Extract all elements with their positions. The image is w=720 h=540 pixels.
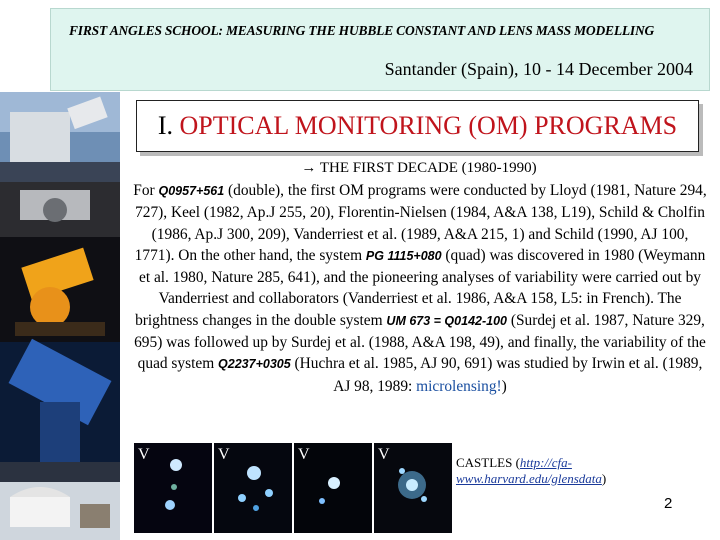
conference-title: FIRST ANGLES SCHOOL: MEASURING THE HUBBLE CONSTANT AND LENS MASS MODELLING (69, 23, 655, 38)
microlensing-highlight: microlensing! (416, 377, 502, 395)
castles-prefix: CASTLES ( (456, 455, 520, 470)
observatory-dome-photo (0, 92, 120, 182)
slide-title-box (136, 100, 699, 152)
telescope-mount-photo (0, 182, 120, 237)
slide-title (137, 111, 698, 141)
castles-link[interactable]: http://cfa-www.harvard.edu/glensdata (456, 455, 602, 486)
location-date: Santander (Spain), 10 - 14 December 2004 (384, 59, 693, 79)
page-number: 2 (664, 495, 673, 512)
lens-object-name: PG 1115+080 (365, 248, 442, 263)
lens-image-panel (294, 443, 372, 533)
title-number: I. (157, 111, 173, 140)
blue-telescope-photo (0, 339, 120, 482)
lens-label: V (378, 446, 390, 463)
lens-image-panel (374, 443, 452, 533)
lens-object-name: Q2237+0305 (218, 357, 291, 372)
lens-object-name: Q0957+561 (158, 184, 225, 198)
lens-label: V (218, 446, 230, 463)
paragraph-text: For (133, 182, 159, 199)
yellow-telescope-photo (0, 237, 120, 342)
paragraph-text: (Huchra et al. 1985, AJ 90, 691) was studied by Irwin et al. (1989, AJ 98, 1989: (290, 355, 703, 395)
paragraph-text: ) (501, 377, 507, 395)
lens-images-row (134, 443, 452, 533)
lens-object-name: UM 673 = Q0142-100 (386, 313, 507, 328)
lens-label: V (138, 446, 150, 463)
main-paragraph (132, 180, 708, 397)
lens-image-panel (214, 443, 292, 533)
header-banner (50, 8, 710, 91)
title-text: OPTICAL MONITORING (OM) PROGRAMS (179, 111, 678, 140)
castles-reference (456, 455, 656, 487)
section-subtitle: → THE FIRST DECADE (1980-1990) (301, 160, 537, 176)
paragraph-text: (quad) was discovered in 1980 (Weymann et al. 1980, Nature 285, 641), and the pioneering analyses of variability were carried out by Vanderriest and collaborators (Vanderriest et al. 1986, A&A 158, L5: in French). The brightness changes in the double system (135, 246, 706, 329)
observatory-building-photo (0, 482, 120, 540)
paragraph-text: (Surdej et al. 1987, Nature 329, 695) was followed up by Surdej et al. (1988, A&A 198, 49), and finally, the variability of the quad system (134, 311, 706, 373)
castles-suffix: ) (601, 471, 607, 486)
lens-label: V (298, 446, 310, 463)
telescope-photo-strip (0, 92, 120, 540)
paragraph-text: (double), the first OM programs were conducted by Lloyd (1981, Nature 294, 727), Keel (1982, Ap.J 255, 20), Florentin-Nielsen (1984, A&A 138, L19), Schild & Cholfin (1986, Ap.J 300, 209), Vanderriest et al. (1989, A&A 215, 1) and Schild (1990, AJ 100, 1771). On the other hand, the system (134, 182, 707, 264)
lens-image-panel (134, 443, 212, 533)
